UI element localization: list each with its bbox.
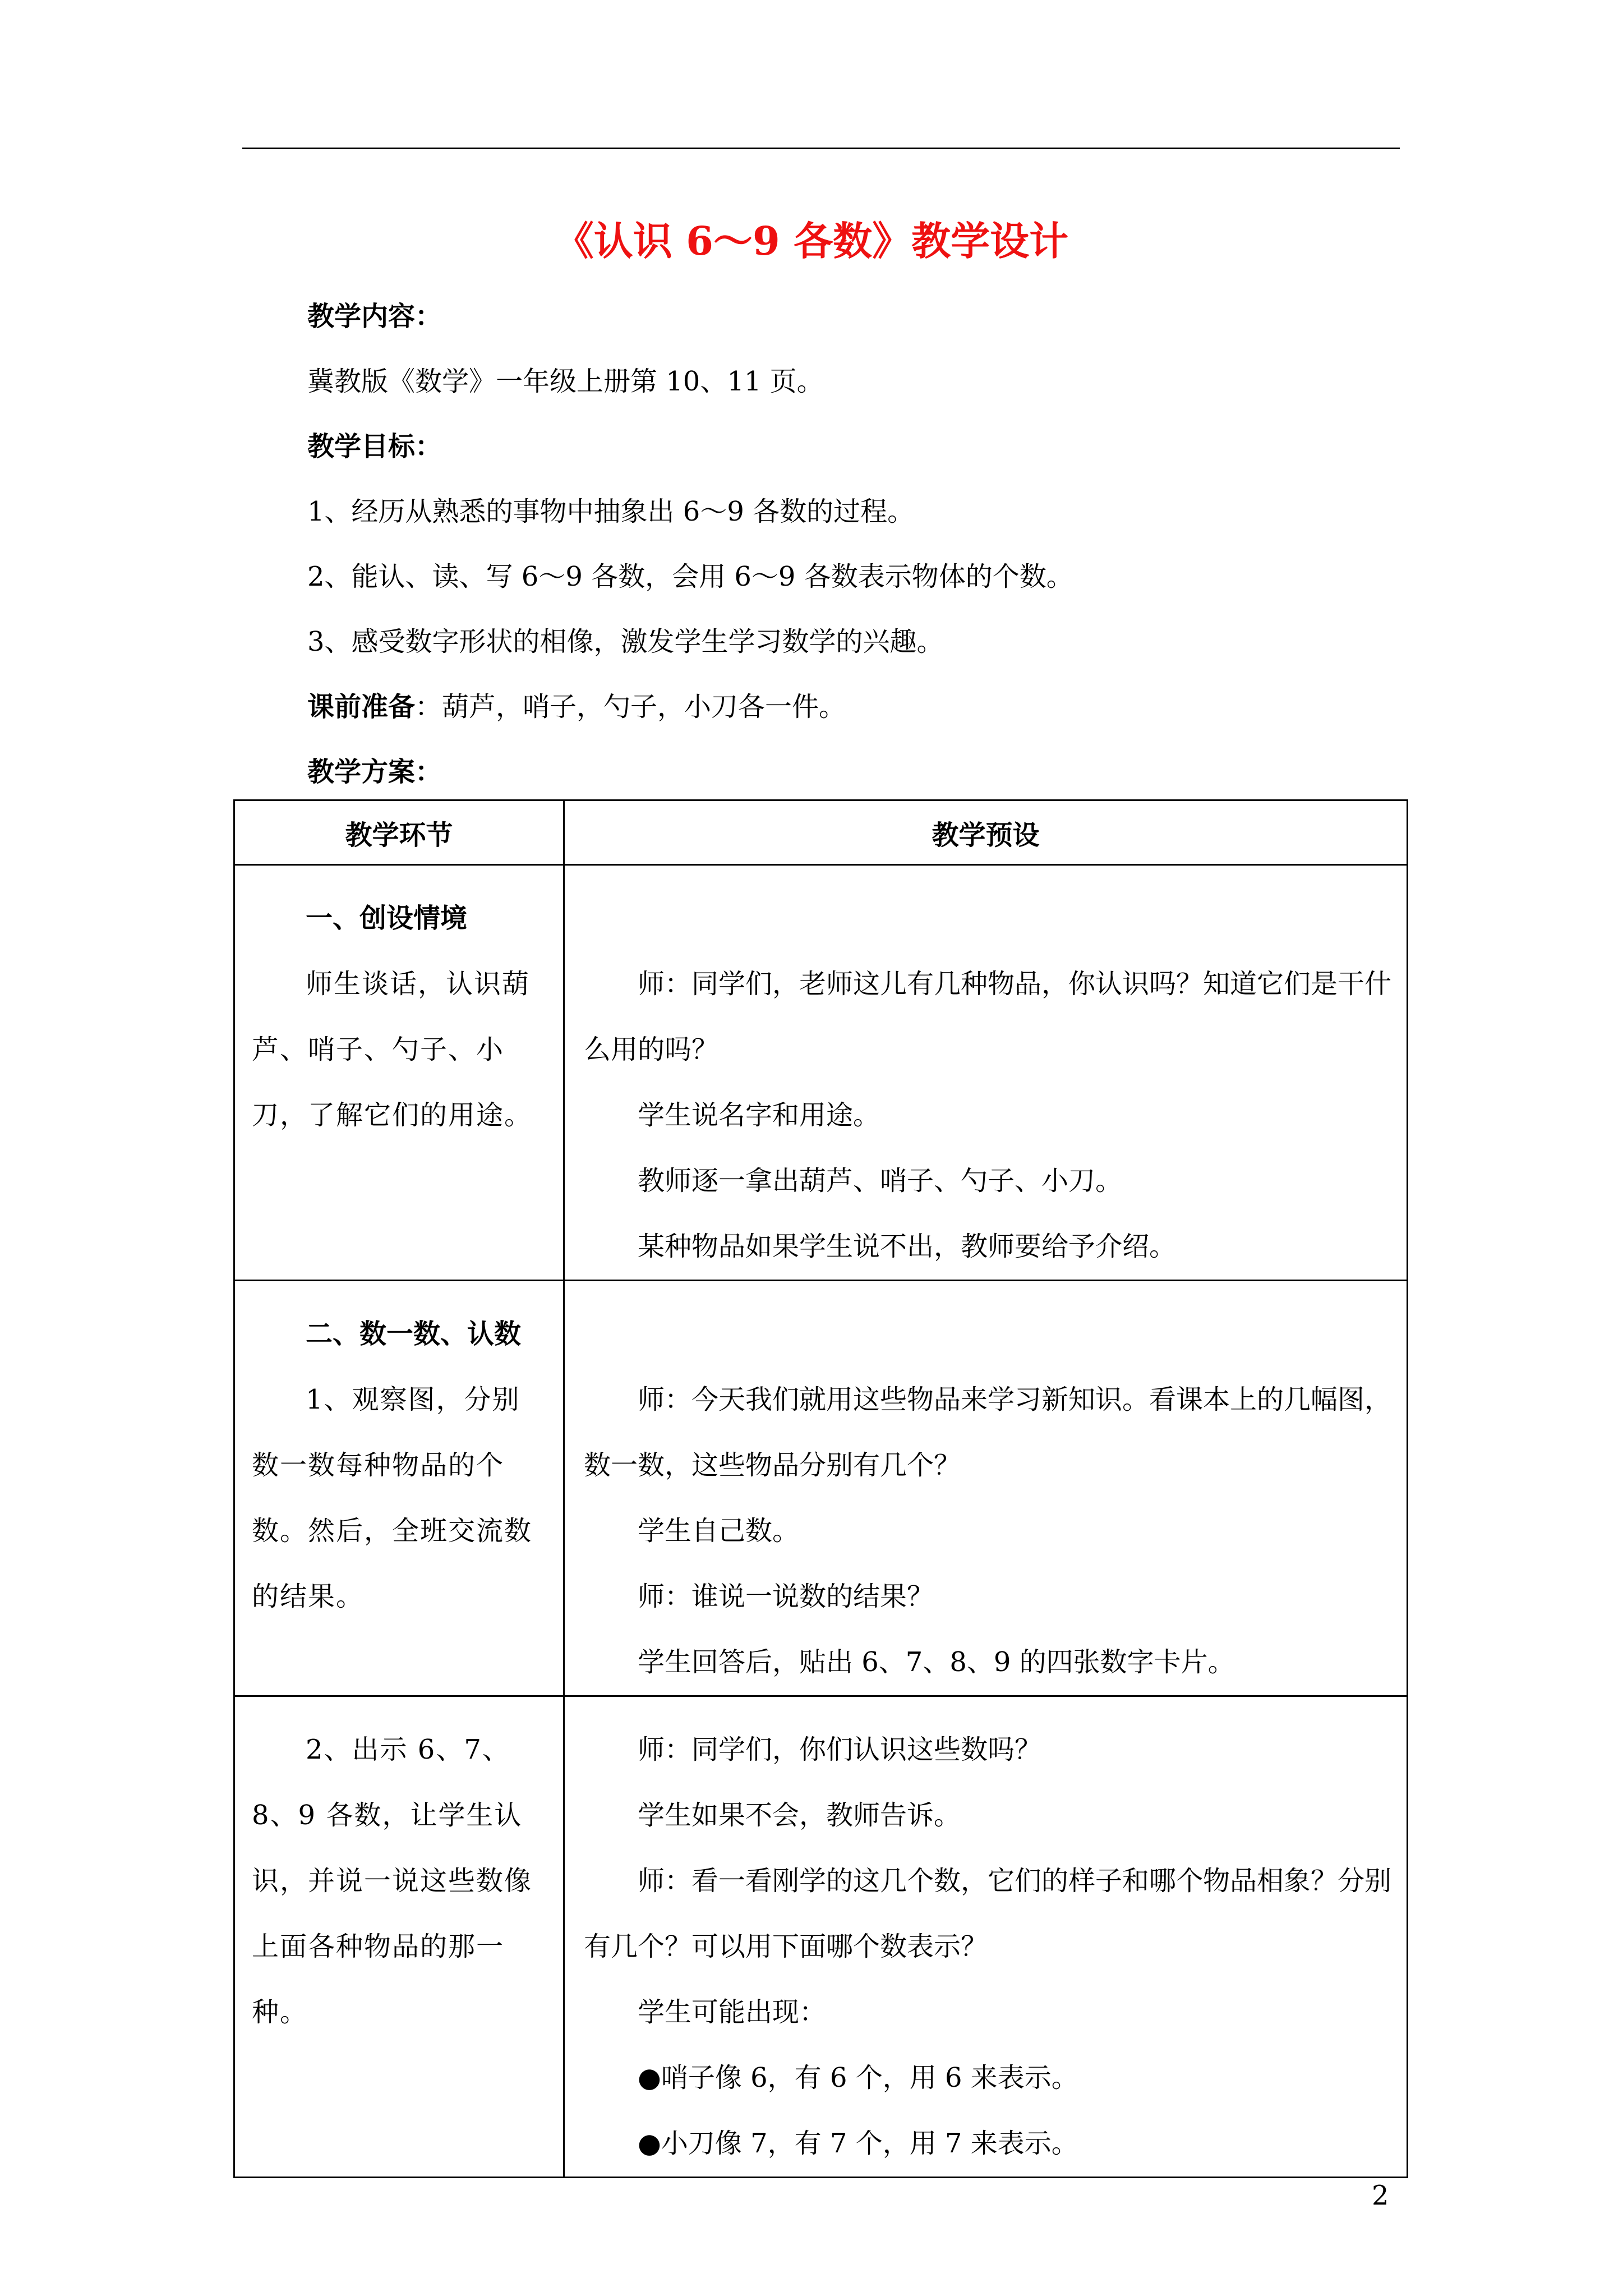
prep-label: 课前准备	[307, 691, 416, 723]
preset-cell	[564, 865, 1408, 1281]
table-row	[234, 865, 1408, 1281]
header-rule	[242, 148, 1400, 149]
header-preset: 教学预设	[564, 800, 1408, 865]
preset-line: 师：看一看刚学的这几个数，它们的样子和哪个物品相象？分别有几个？可以用下面哪个数表示？	[584, 1865, 1392, 1962]
stage-desc: 2、出示 6、7、8、9 各数，让学生认识，并说一说这些数像上面各种物品的那一种。	[252, 1734, 533, 2028]
preset-bullet: ●哨子像 6，有 6 个，用 6 来表示。	[638, 2062, 1078, 2093]
page-number: 2	[1372, 2180, 1389, 2211]
preset-line: 学生自己数。	[638, 1515, 800, 1547]
stage-desc: 师生谈话，认识葫芦、哨子、勺子、小刀，了解它们的用途。	[252, 968, 533, 1131]
stage-cell	[234, 1281, 564, 1696]
preset-bullet: ●小刀像 7，有 7 个，用 7 来表示。	[638, 2128, 1078, 2159]
preset-line: 师：谁说一说数的结果？	[638, 1581, 934, 1612]
preset-line: 师：同学们，老师这儿有几种物品，你认识吗？知道它们是干什么用的吗？	[584, 968, 1392, 1065]
teaching-plan-table	[233, 799, 1408, 2178]
table-header-row	[234, 800, 1408, 865]
content-label: 教学内容：	[307, 301, 442, 332]
stage-desc: 1、观察图，分别数一数每种物品的个数。然后，全班交流数的结果。	[252, 1384, 533, 1612]
goal-item-1: 1、经历从熟悉的事物中抽象出 6～9 各数的过程。	[307, 496, 915, 527]
preset-line: 学生回答后，贴出 6、7、8、9 的四张数字卡片。	[638, 1646, 1235, 1678]
stage-cell	[234, 1696, 564, 2178]
stage-title: 二、数一数、认数	[306, 1318, 522, 1350]
preset-line: 教师逐一拿出葫芦、哨子、勺子、小刀。	[638, 1165, 1123, 1197]
document-title: 《认识 6～9 各数》教学设计	[554, 218, 1069, 264]
preset-line: 学生如果不会，教师告诉。	[638, 1800, 961, 1831]
plan-label: 教学方案：	[307, 756, 442, 788]
goals-label: 教学目标：	[307, 431, 442, 462]
prep-text: ：葫芦，哨子，勺子，小刀各一件。	[415, 691, 846, 723]
preset-cell	[564, 1281, 1408, 1696]
preset-line: 学生说名字和用途。	[638, 1099, 880, 1131]
header-stage: 教学环节	[234, 800, 564, 865]
stage-title: 一、创设情境	[306, 903, 468, 934]
preset-cell	[564, 1696, 1408, 2178]
prep-line	[307, 689, 846, 725]
preset-line: 学生可能出现：	[638, 1996, 827, 2028]
preset-line: 某种物品如果学生说不出，教师要给予介绍。	[638, 1231, 1177, 1262]
table-row	[234, 1281, 1408, 1696]
goal-item-2: 2、能认、读、写 6～9 各数，会用 6～9 各数表示物体的个数。	[307, 561, 1073, 592]
stage-cell	[234, 865, 564, 1281]
goal-item-3: 3、感受数字形状的相像，激发学生学习数学的兴趣。	[307, 626, 944, 657]
content-text: 冀教版《数学》一年级上册第 10、11 页。	[307, 366, 824, 397]
preset-line: 师：同学们，你们认识这些数吗？	[638, 1734, 1042, 1765]
preset-line: 师：今天我们就用这些物品来学习新知识。看课本上的几幅图，数一数，这些物品分别有几个？	[584, 1384, 1392, 1481]
table-row	[234, 1696, 1408, 2178]
